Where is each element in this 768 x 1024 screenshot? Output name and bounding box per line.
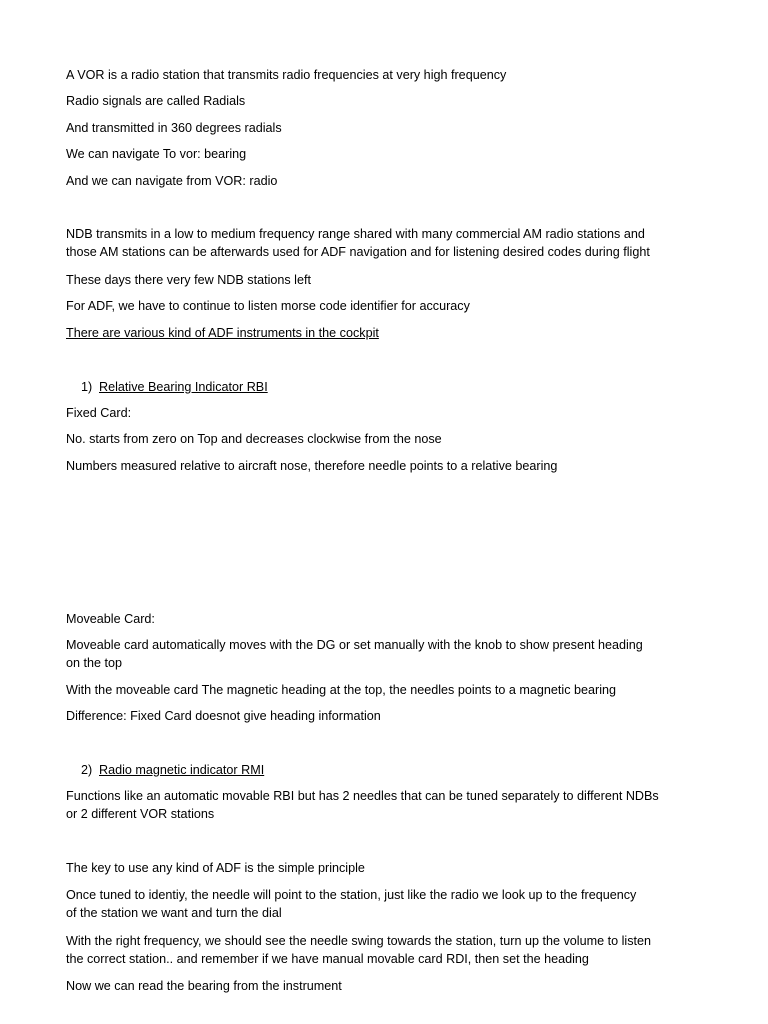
section-2-heading: Radio magnetic indicator RMI <box>99 763 265 777</box>
paragraph-navigate-to: We can navigate To vor: bearing <box>66 147 247 161</box>
paragraph-zero-on-top: No. starts from zero on Top and decreases clockwise from the nose <box>66 432 442 446</box>
paragraph-moveable-line2: on the top <box>66 656 123 670</box>
paragraph-relative-bearing: Numbers measured relative to aircraft nose, therefore needle points to a relative bearing <box>66 459 558 473</box>
paragraph-adf-instruments: There are various kind of ADF instruments in the cockpit <box>66 326 379 340</box>
paragraph-ndb-line2: those AM stations can be afterwards used for ADF navigation and for listening desired codes during flight <box>66 245 650 259</box>
paragraph-fixed-card: Fixed Card: <box>66 406 132 420</box>
paragraph-tuned-line2: of the station we want and turn the dial <box>66 906 282 920</box>
paragraph-360-degrees: And transmitted in 360 degrees radials <box>66 121 282 135</box>
section-1-number: 1) <box>81 380 93 394</box>
section-1-heading: Relative Bearing Indicator RBI <box>99 380 268 394</box>
paragraph-tuned-line1: Once tuned to identiy, the needle will point to the station, just like the radio we look up to the frequency <box>66 888 637 902</box>
paragraph-navigate-from: And we can navigate from VOR: radio <box>66 174 278 188</box>
paragraph-ndb-line1: NDB transmits in a low to medium frequency range shared with many commercial AM radio stations and <box>66 227 645 241</box>
paragraph-rmi-line2: or 2 different VOR stations <box>66 807 215 821</box>
paragraph-key-principle: The key to use any kind of ADF is the simple principle <box>66 861 365 875</box>
paragraph-right-frequency-line2: the correct station.. and remember if we have manual movable card RDI, then set the heading <box>66 952 589 966</box>
paragraph-morse: For ADF, we have to continue to listen morse code identifier for accuracy <box>66 299 470 313</box>
paragraph-moveable-card: Moveable Card: <box>66 612 155 626</box>
paragraph-few-ndb: These days there very few NDB stations left <box>66 273 311 287</box>
paragraph-magnetic-heading: With the moveable card The magnetic heading at the top, the needles points to a magnetic bearing <box>66 683 617 697</box>
paragraph-moveable-line1: Moveable card automatically moves with the DG or set manually with the knob to show present heading <box>66 638 643 652</box>
paragraph-difference: Difference: Fixed Card doesnot give heading information <box>66 709 381 723</box>
paragraph-radials: Radio signals are called Radials <box>66 94 246 108</box>
paragraph-right-frequency-line1: With the right frequency, we should see the needle swing towards the station, turn up the volume to listen <box>66 934 652 948</box>
paragraph-read-bearing: Now we can read the bearing from the instrument <box>66 979 342 993</box>
section-2-number: 2) <box>81 763 93 777</box>
paragraph-vor-intro: A VOR is a radio station that transmits radio frequencies at very high frequency <box>66 68 507 82</box>
paragraph-rmi-line1: Functions like an automatic movable RBI but has 2 needles that can be tuned separately to different NDBs <box>66 789 659 803</box>
